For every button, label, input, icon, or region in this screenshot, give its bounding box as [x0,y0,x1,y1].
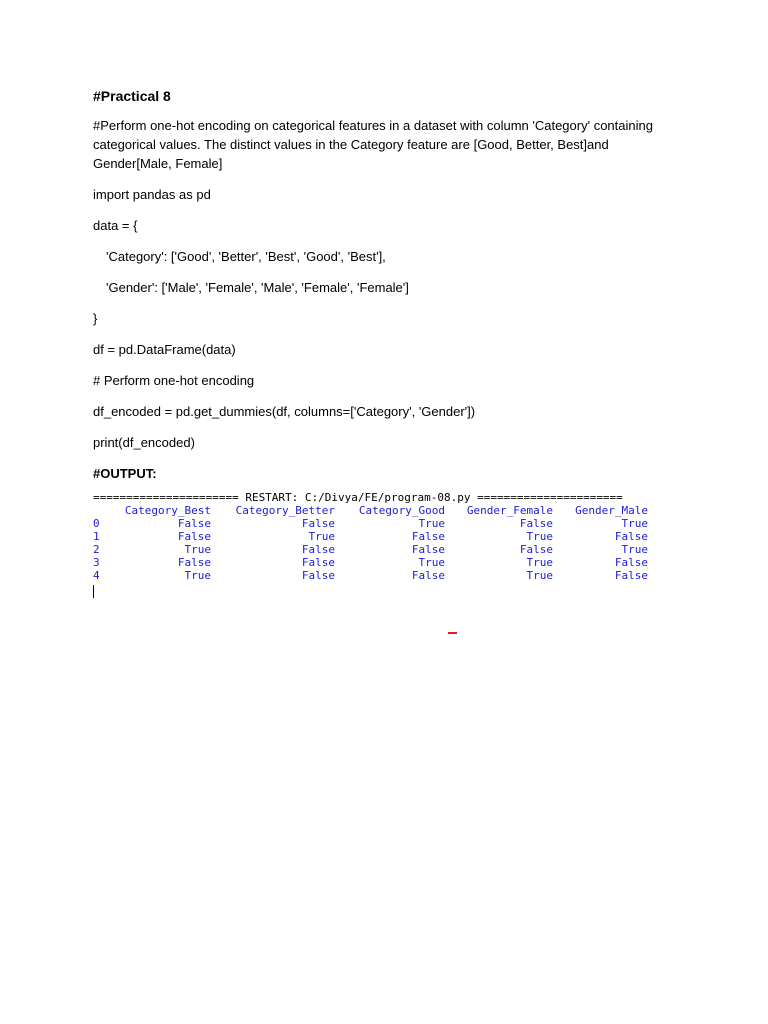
code-data-open: data = { [93,218,138,233]
restart-line: ====================== RESTART: C:/Divya/FE/program-08.py ====================== [93,491,623,504]
table-cell: True [418,517,445,530]
output-label: #OUTPUT: [93,466,157,481]
table-row [93,569,648,582]
code-encode: df_encoded = pd.get_dummies(df, columns=['Category', 'Gender']) [93,404,476,419]
row-index: 0 [93,517,100,530]
table-cell: False [614,569,648,582]
table-cell: False [177,530,211,543]
column-header: Gender_Female [466,504,553,517]
text-cursor [93,585,94,598]
table-cell: False [177,517,211,530]
table-cell: True [184,569,211,582]
table-cell: False [301,543,335,556]
table-cell: False [519,517,553,530]
code-comment: # Perform one-hot encoding [93,373,255,388]
table-cell: True [184,543,211,556]
table-row [93,543,648,556]
red-underline-mark [448,632,457,634]
code-import: import pandas as pd [93,187,211,202]
table-cell: True [621,517,648,530]
column-header: Category_Best [124,504,211,517]
row-index: 4 [93,569,100,582]
code-data-close: } [93,311,98,326]
table-cell: False [519,543,553,556]
table-cell: False [177,556,211,569]
output-header-row [93,504,648,517]
table-row [93,517,648,530]
row-index: 3 [93,556,100,569]
column-header: Category_Good [358,504,445,517]
table-cell: False [301,569,335,582]
code-gender: 'Gender': ['Male', 'Female', 'Male', 'Female', 'Female'] [106,280,409,295]
column-header: Gender_Male [575,504,648,517]
table-cell: True [526,530,553,543]
row-index: 2 [93,543,100,556]
document-page [93,86,683,598]
row-index: 1 [93,530,100,543]
table-cell: False [411,569,445,582]
column-header: Category_Better [235,504,335,517]
table-cell: False [301,517,335,530]
table-cell: True [526,556,553,569]
table-cell: False [411,530,445,543]
table-row [93,530,648,543]
code-category: 'Category': ['Good', 'Better', 'Best', 'Good', 'Best'], [106,249,386,264]
index-header [93,504,113,517]
table-cell: True [308,530,335,543]
table-cell: True [526,569,553,582]
console-output-screenshot [93,491,683,598]
table-cell: False [301,556,335,569]
code-print: print(df_encoded) [93,435,195,450]
table-cell: False [411,543,445,556]
task-description: #Perform one-hot encoding on categorical features in a dataset with column 'Category' containing categorical values. The distinct values in the Category feature are [Good, Better, Best]and Gender[Male, Female] [93,118,657,171]
document-title: #Practical 8 [93,88,171,104]
table-row [93,556,648,569]
table-cell: True [418,556,445,569]
table-cell: False [614,530,648,543]
table-cell: False [614,556,648,569]
code-dataframe: df = pd.DataFrame(data) [93,342,236,357]
output-table [93,504,648,582]
table-cell: True [621,543,648,556]
